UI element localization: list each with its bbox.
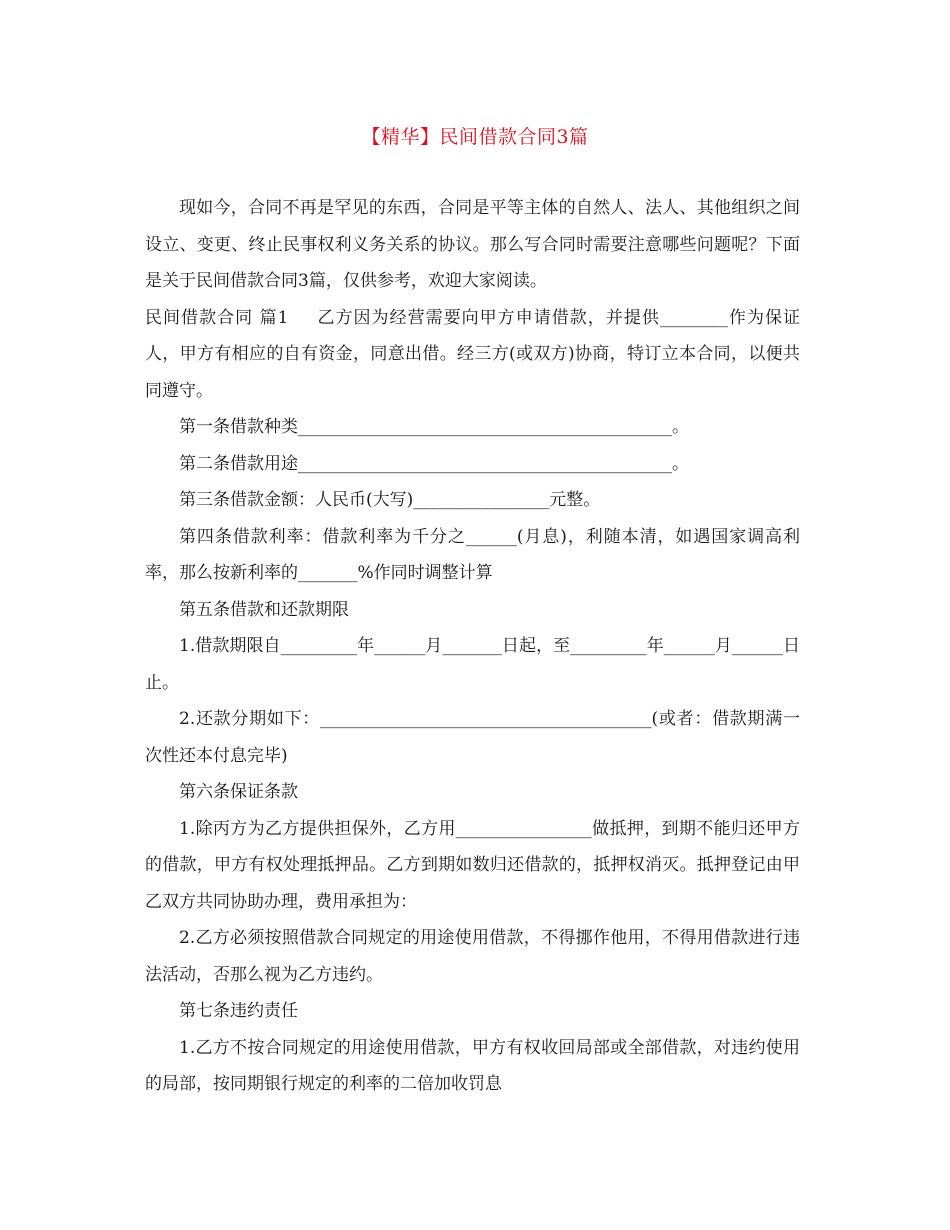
- article-6-heading: 第六条保证条款: [179, 782, 298, 802]
- section1-paragraph: [145, 300, 800, 410]
- article-1-loan-type: 第一条借款种类____________________________________________。: [179, 417, 689, 437]
- article-7-item-1: 1.乙方不按合同规定的用途使用借款，甲方有权收回局部或全部借款，对违约使用的局部，按同期银行规定的利率的二倍加收罚息: [145, 1037, 800, 1094]
- section1-heading: 民间借款合同 篇1: [145, 307, 289, 328]
- article-6-item-1: 1.除丙方为乙方提供担保外，乙方用________________做抵押，到期不能归还甲方的借款，甲方有权处理抵押品。乙方到期如数归还借款的，抵押权消灭。抵押登记由甲乙双方共同协助办理，费用承担为：: [145, 818, 800, 912]
- document-title: 【精华】民间借款合同3篇: [361, 126, 589, 148]
- article-3-loan-amount: 第三条借款金额：人民币(大写)________________元整。: [179, 490, 601, 510]
- document-body: [145, 190, 800, 1103]
- intro-paragraph: 现如今，合同不再是罕见的东西，合同是平等主体的自然人、法人、其他组织之间设立、变更、终止民事权利义务关系的协议。那么写合同时需要注意哪些问题呢？下面是关于民间借款合同3篇，仅供参考，欢迎大家阅读。: [145, 198, 800, 291]
- article-2-loan-purpose: 第二条借款用途____________________________________________。: [179, 453, 689, 474]
- article-5-item-2: 2.还款分期如下：_______________________________________(或者：借款期满一次性还本付息完毕): [145, 709, 800, 766]
- article-6-item-2: 2.乙方必须按照借款合同规定的用途使用借款，不得挪作他用，不得用借款进行违法活动，否那么视为乙方违约。: [145, 928, 800, 985]
- article-5-heading: 第五条借款和还款期限: [179, 599, 349, 620]
- article-5-item-1: 1.借款期限自_________年______月_______日起，至_________年______月______日止。: [145, 636, 800, 693]
- section1-opening: 乙方因为经营需要向甲方申请借款，并提供________作为保证人，甲方有相应的自有资金，同意出借。经三方(或双方)协商，特订立本合同，以便共同遵守。: [145, 307, 800, 401]
- article-4-interest-rate: 第四条借款利率：借款利率为千分之______(月息)，利随本清，如遇国家调高利率，那么按新利率的_______%作同时调整计算: [145, 526, 800, 583]
- article-7-heading: 第七条违约责任: [179, 1001, 298, 1021]
